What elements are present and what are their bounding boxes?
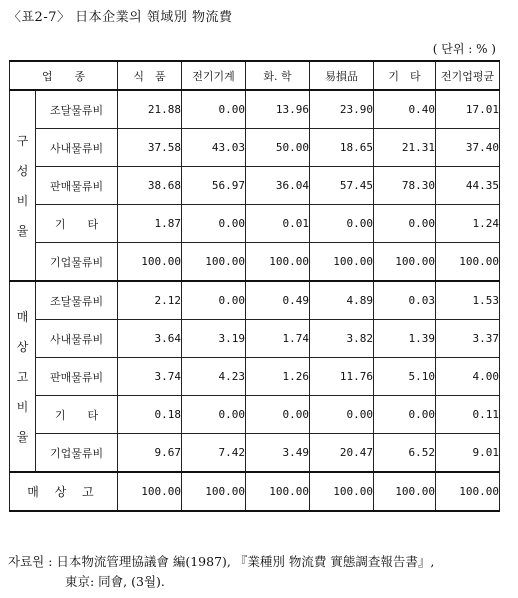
table-cell: 43.03 [182, 129, 246, 167]
table-cell: 1.74 [246, 320, 310, 358]
row-label: 사내물류비 [36, 129, 118, 167]
table-cell: 21.88 [118, 90, 182, 129]
header-row [10, 61, 500, 90]
row-label: 기업물류비 [36, 434, 118, 473]
header-all-industry-average: 전기업평균 [436, 61, 500, 90]
source-note [8, 552, 434, 592]
table-cell: 1.24 [436, 205, 500, 243]
header-chemical: 화. 학 [246, 61, 310, 90]
table-cell: 11.76 [310, 358, 374, 396]
row-label: 기 타 [36, 205, 118, 243]
table-cell: 57.45 [310, 167, 374, 205]
group-label-composition: 구성비율 [10, 90, 36, 281]
table-cell: 44.35 [436, 167, 500, 205]
table-cell: 3.74 [118, 358, 182, 396]
table-cell: 0.11 [436, 396, 500, 434]
table-cell: 17.01 [436, 90, 500, 129]
table-cell: 6.52 [374, 434, 436, 473]
table-cell: 100.00 [182, 472, 246, 511]
table-cell: 1.39 [374, 320, 436, 358]
total-row [10, 472, 500, 511]
table-cell: 4.89 [310, 281, 374, 320]
table-cell: 7.42 [182, 434, 246, 473]
group-label-sales-ratio: 매상고비율 [10, 281, 36, 472]
row-label: 판매물류비 [36, 167, 118, 205]
row-label: 기 타 [36, 396, 118, 434]
header-electric-machinery: 전기기계 [182, 61, 246, 90]
table-cell: 3.19 [182, 320, 246, 358]
table-cell: 100.00 [118, 472, 182, 511]
table-cell: 0.00 [310, 205, 374, 243]
table-cell: 4.23 [182, 358, 246, 396]
header-industry: 업 종 [10, 61, 118, 90]
table-row [10, 90, 500, 129]
table-cell: 0.00 [182, 396, 246, 434]
table-cell: 23.90 [310, 90, 374, 129]
table-row [10, 434, 500, 473]
row-label: 판매물류비 [36, 358, 118, 396]
table-cell: 21.31 [374, 129, 436, 167]
table-cell: 0.49 [246, 281, 310, 320]
table-cell: 56.97 [182, 167, 246, 205]
table-cell: 3.64 [118, 320, 182, 358]
table-cell: 3.49 [246, 434, 310, 473]
row-label: 기업물류비 [36, 243, 118, 282]
table-row [10, 396, 500, 434]
table-cell: 4.00 [436, 358, 500, 396]
table-row [10, 320, 500, 358]
table-cell: 2.12 [118, 281, 182, 320]
table-cell: 0.00 [374, 396, 436, 434]
table-cell: 0.00 [310, 396, 374, 434]
table-row [10, 167, 500, 205]
table-cell: 50.00 [246, 129, 310, 167]
table-cell: 36.04 [246, 167, 310, 205]
table-cell: 0.00 [374, 205, 436, 243]
table-cell: 1.87 [118, 205, 182, 243]
table-row [10, 358, 500, 396]
table-cell: 0.03 [374, 281, 436, 320]
header-other: 기 타 [374, 61, 436, 90]
table-cell: 9.01 [436, 434, 500, 473]
table-cell: 38.68 [118, 167, 182, 205]
table-cell: 5.10 [374, 358, 436, 396]
header-food: 식 품 [118, 61, 182, 90]
total-row-label: 매 상 고 [10, 472, 118, 511]
table-cell: 100.00 [374, 472, 436, 511]
table-cell: 1.26 [246, 358, 310, 396]
unit-label: ( 단위 : % ) [432, 42, 496, 56]
table-cell: 0.00 [182, 205, 246, 243]
table-cell: 3.37 [436, 320, 500, 358]
table-cell: 100.00 [310, 472, 374, 511]
table-cell: 1.53 [436, 281, 500, 320]
table-cell: 9.67 [118, 434, 182, 473]
table-cell: 100.00 [374, 243, 436, 282]
row-label: 사내물류비 [36, 320, 118, 358]
table-cell: 100.00 [246, 472, 310, 511]
table-cell: 100.00 [246, 243, 310, 282]
table-cell: 0.18 [118, 396, 182, 434]
table-cell: 78.30 [374, 167, 436, 205]
table-cell: 100.00 [436, 243, 500, 282]
table-cell: 3.82 [310, 320, 374, 358]
table-cell: 0.00 [182, 281, 246, 320]
table-cell: 100.00 [310, 243, 374, 282]
table-row [10, 281, 500, 320]
source-line-2: 東京: 同會, (3월). [65, 574, 165, 589]
table-row [10, 129, 500, 167]
table-cell: 100.00 [182, 243, 246, 282]
table-cell: 0.00 [182, 90, 246, 129]
table-cell: 37.40 [436, 129, 500, 167]
table-caption: 〈표2-7〉 日本企業의 領域別 物流費 [8, 10, 233, 25]
table-cell: 100.00 [436, 472, 500, 511]
table-cell: 37.58 [118, 129, 182, 167]
table-cell: 0.00 [246, 396, 310, 434]
logistics-cost-table [9, 60, 500, 512]
row-label: 조달물류비 [36, 90, 118, 129]
row-label: 조달물류비 [36, 281, 118, 320]
source-line-1: 자료원 : 日本物流管理協議會 編(1987), 『業種別 物流費 實態調查報告書』, [8, 554, 435, 569]
table-row [10, 205, 500, 243]
table-cell: 100.00 [118, 243, 182, 282]
table-cell: 0.40 [374, 90, 436, 129]
table-cell: 0.01 [246, 205, 310, 243]
table-cell: 13.96 [246, 90, 310, 129]
table-row [10, 243, 500, 282]
table-cell: 20.47 [310, 434, 374, 473]
table-cell: 18.65 [310, 129, 374, 167]
header-fragile-goods: 易損品 [310, 61, 374, 90]
